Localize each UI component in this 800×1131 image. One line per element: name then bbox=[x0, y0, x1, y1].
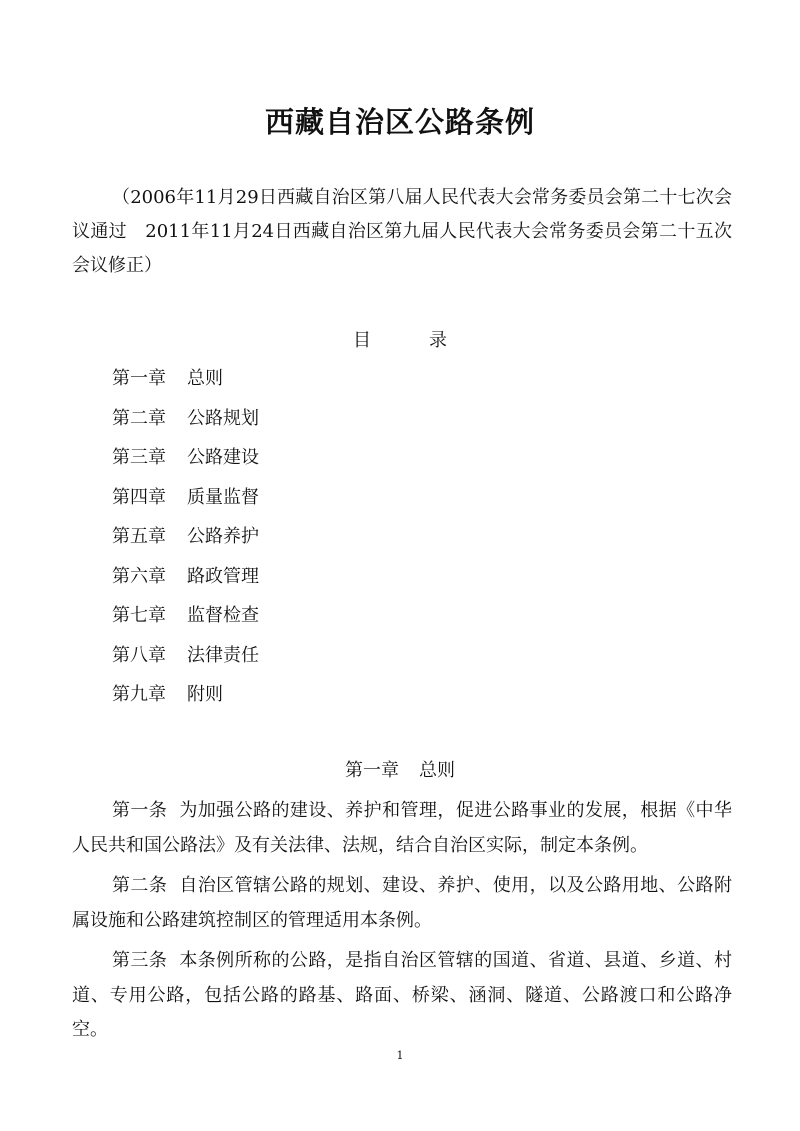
toc-chapter-name: 质量监督 bbox=[187, 486, 259, 508]
toc-chapter-number: 第三章 bbox=[112, 447, 166, 468]
toc-item bbox=[112, 641, 259, 681]
toc-chapter-name: 公路建设 bbox=[187, 447, 259, 468]
toc-item bbox=[112, 601, 259, 641]
toc-chapter-name: 公路养护 bbox=[187, 526, 259, 547]
toc-chapter-number: 第七章 bbox=[112, 605, 166, 626]
toc-chapter-number: 第五章 bbox=[112, 526, 166, 547]
document-title: 西藏自治区公路条例 bbox=[264, 105, 535, 139]
chapter-name: 总则 bbox=[419, 760, 455, 781]
toc-chapter-name: 法律责任 bbox=[187, 644, 259, 666]
article-text: 本条例所称的公路，是指自治区管辖的国道、省道、县道、乡道、村道、专用公路，包括公路的路基、路面、桥梁、涵洞、隧道、公路渡口和公路净空。 bbox=[72, 950, 732, 1040]
toc-item bbox=[112, 404, 259, 444]
article-text: 自治区管辖公路的规划、建设、养护、使用，以及公路用地、公路附属设施和公路建筑控制区的管理适用本条例。 bbox=[72, 875, 732, 931]
toc-chapter-number: 第八章 bbox=[112, 644, 166, 666]
article-number: 第二条 bbox=[112, 875, 168, 896]
toc-item bbox=[112, 562, 259, 602]
article-number: 第三条 bbox=[112, 950, 168, 971]
adoption-note: （2006年11月29日西藏自治区第八届人民代表大会常务委员会第二十七次会议通过 2011年11月24日西藏自治区第九届人民代表大会常务委员会第二十五次会议修正） bbox=[72, 187, 732, 276]
toc-chapter-name: 附则 bbox=[187, 684, 223, 705]
toc-item bbox=[112, 443, 259, 483]
article-number: 第一条 bbox=[112, 800, 168, 821]
toc-item bbox=[112, 522, 259, 562]
toc-chapter-number: 第一章 bbox=[112, 368, 166, 389]
toc-chapter-name: 公路规划 bbox=[187, 407, 259, 429]
toc-chapter-number: 第二章 bbox=[112, 407, 166, 429]
toc-chapter-number: 第九章 bbox=[112, 684, 166, 705]
toc-item bbox=[112, 483, 259, 523]
toc-chapter-name: 监督检查 bbox=[187, 605, 259, 626]
chapter-number: 第一章 bbox=[345, 760, 399, 781]
article-list bbox=[72, 794, 732, 1054]
toc-title: 目 录 bbox=[353, 330, 467, 351]
toc-chapter-name: 路政管理 bbox=[187, 565, 259, 587]
article-text: 为加强公路的建设、养护和管理，促进公路事业的发展，根据《中华人民共和国公路法》及有关法律、法规，结合自治区实际，制定本条例。 bbox=[72, 800, 732, 856]
page-number: 1 bbox=[396, 1049, 404, 1062]
toc-chapter-number: 第六章 bbox=[112, 565, 166, 587]
toc-item bbox=[112, 680, 259, 720]
chapter-heading bbox=[0, 756, 800, 782]
toc-chapter-number: 第四章 bbox=[112, 486, 166, 508]
toc-chapter-name: 总则 bbox=[187, 368, 223, 389]
article bbox=[72, 944, 732, 1048]
article bbox=[72, 869, 732, 938]
table-of-contents bbox=[112, 364, 259, 720]
article bbox=[72, 794, 732, 863]
toc-item bbox=[112, 364, 259, 404]
